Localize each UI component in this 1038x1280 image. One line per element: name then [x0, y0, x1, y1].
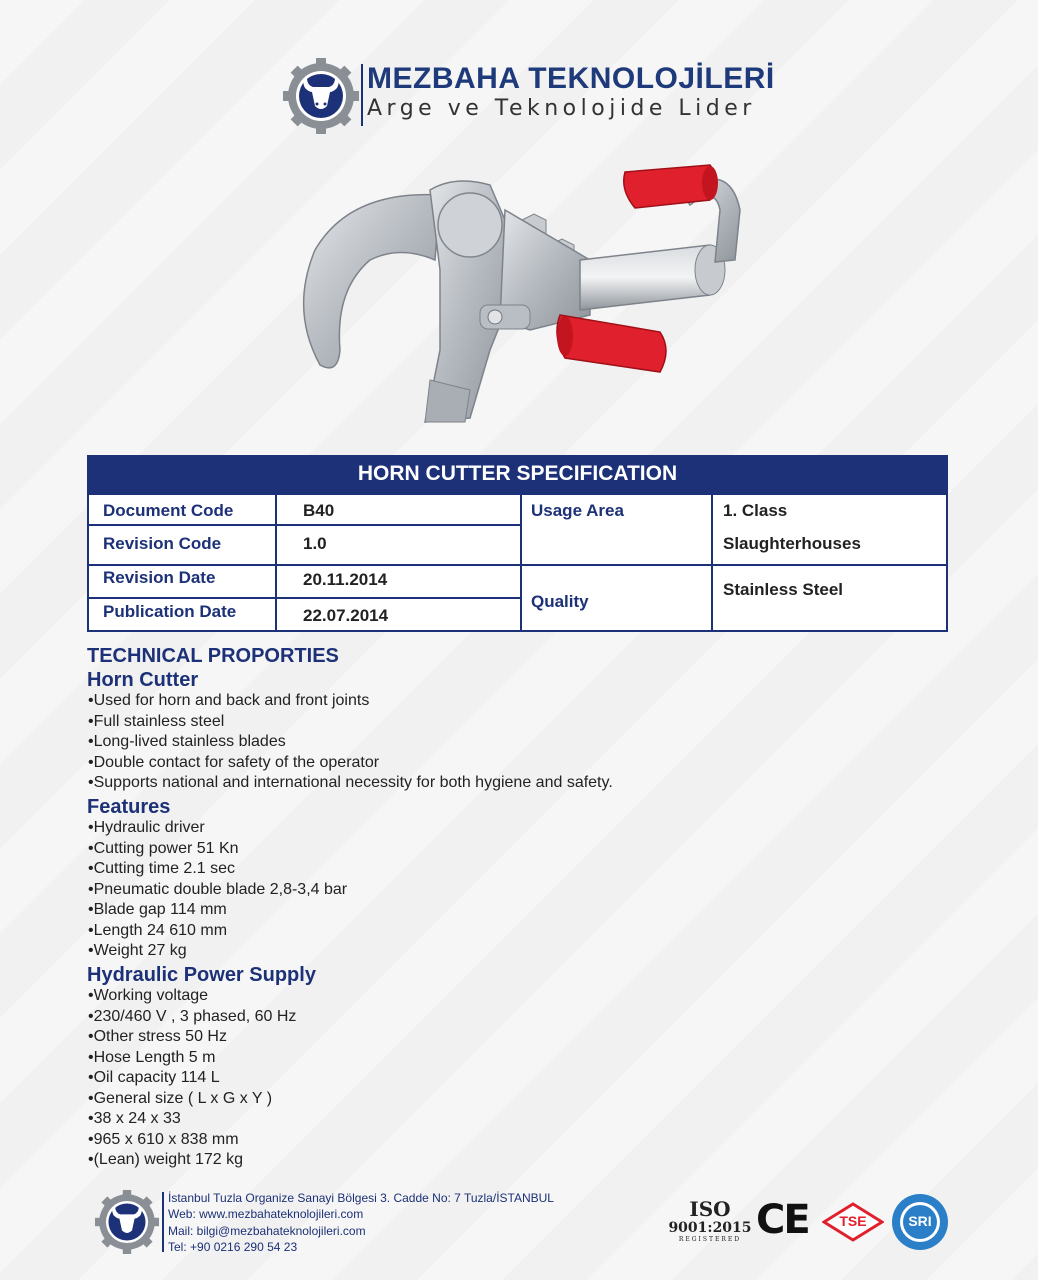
usage-area-value-2: Slaughterhouses	[723, 534, 861, 553]
footer-web[interactable]: Web: www.mezbahateknolojileri.com	[168, 1207, 364, 1221]
ce-mark: CE	[756, 1197, 809, 1243]
tse-label: TSE	[839, 1213, 867, 1229]
technical-title: TECHNICAL PROPORTIES	[87, 645, 339, 667]
list-item: •Cutting power 51 Kn	[88, 839, 239, 857]
document-code-label: Document Code	[103, 501, 234, 520]
list-item: •Used for horn and back and front joints	[88, 692, 370, 709]
document-code-value: B40	[303, 501, 335, 520]
sri-label: SRI	[908, 1213, 932, 1229]
list-item: •General size ( L x G x Y )	[88, 1089, 273, 1107]
table-divider	[711, 495, 713, 630]
hydraulic-title: Hydraulic Power Supply	[87, 964, 316, 986]
table-divider	[520, 495, 522, 630]
list-item: •Cutting time 2.1 sec	[88, 860, 235, 877]
list-item: •230/460 V , 3 phased, 60 Hz	[88, 1007, 297, 1025]
iso-badge	[668, 1198, 752, 1248]
revision-date-value: 20.11.2014	[303, 570, 388, 589]
horn-cutter-illustration	[290, 150, 760, 440]
table-divider	[89, 597, 520, 599]
list-item: •(Lean) weight 172 kg	[88, 1151, 244, 1168]
quality-label: Quality	[531, 592, 589, 611]
footer-divider	[162, 1192, 164, 1252]
iso-registered: REGISTERED	[678, 1236, 742, 1243]
usage-area-value-1: 1. Class	[723, 501, 788, 520]
footer-address: İstanbul Tuzla Organize Sanayi Bölgesi 3. Cadde No: 7 Tuzla/İSTANBUL	[168, 1191, 554, 1205]
revision-code-value: 1.0	[303, 534, 327, 553]
list-item: •38 x 24 x 33	[88, 1110, 181, 1127]
iso-number: 9001:2015	[668, 1220, 752, 1236]
list-item: •Oil capacity 114 L	[88, 1069, 220, 1086]
list-item: •Full stainless steel	[88, 712, 225, 730]
list-item: •Long-lived stainless blades	[88, 733, 286, 750]
bull-gear-icon	[283, 58, 359, 134]
iso-label: ISO	[689, 1197, 731, 1221]
list-item: •Hose Length 5 m	[88, 1048, 216, 1066]
tse-badge	[822, 1202, 884, 1242]
list-item: •Blade gap 114 mm	[88, 901, 227, 918]
list-item: •Double contact for safety of the operator	[88, 753, 380, 771]
sri-badge	[890, 1192, 950, 1252]
list-item: •Length 24 610 mm	[88, 921, 228, 939]
brand-name: MEZBAHA TEKNOLOJİLERİ	[367, 62, 775, 95]
publication-date-value: 22.07.2014	[303, 606, 389, 625]
usage-area-label: Usage Area	[531, 501, 624, 520]
brand-tagline: Arge ve Teknolojide Lider	[367, 96, 756, 121]
product-image	[290, 150, 760, 440]
footer-tel: Tel: +90 0216 290 54 23	[168, 1240, 298, 1254]
revision-code-label: Revision Code	[103, 534, 222, 553]
spec-table-title: HORN CUTTER SPECIFICATION	[87, 455, 948, 493]
list-item: •Hydraulic driver	[88, 819, 205, 836]
table-divider	[89, 564, 946, 566]
list-item: •Other stress 50 Hz	[88, 1028, 227, 1045]
publication-date-label: Publication Date	[103, 602, 237, 621]
features-title: Features	[87, 796, 171, 818]
footer-mail[interactable]: Mail: bilgi@mezbahateknolojileri.com	[168, 1224, 366, 1238]
horn-cutter-title: Horn Cutter	[87, 669, 199, 691]
spec-table	[87, 493, 948, 632]
list-item: •Supports national and international necessity for both hygiene and safety.	[88, 774, 613, 791]
list-item: •Pneumatic double blade 2,8-3,4 bar	[88, 880, 348, 898]
table-divider	[275, 495, 277, 630]
list-item: •Weight 27 kg	[88, 942, 187, 959]
list-item: •965 x 610 x 838 mm	[88, 1130, 239, 1148]
list-item: •Working voltage	[88, 987, 209, 1004]
logo-divider	[361, 64, 363, 126]
footer-logo	[95, 1190, 159, 1254]
company-logo	[283, 58, 359, 134]
quality-value: Stainless Steel	[723, 580, 844, 599]
bull-gear-icon	[95, 1190, 159, 1254]
revision-date-label: Revision Date	[103, 568, 216, 587]
table-divider	[89, 524, 520, 526]
